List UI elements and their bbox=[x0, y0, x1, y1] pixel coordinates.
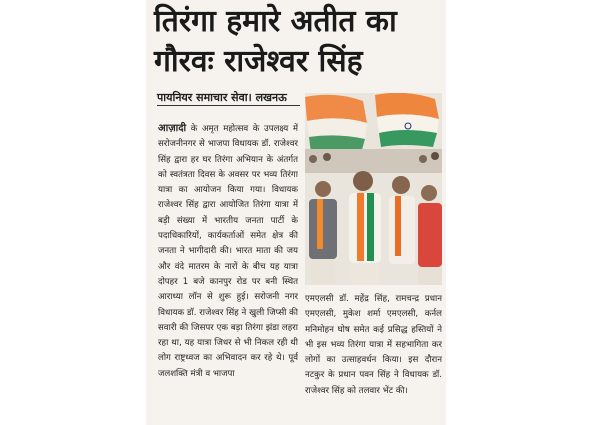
tricolour-flag-icon bbox=[305, 95, 367, 153]
article-column-left bbox=[158, 121, 298, 421]
byline: पायनियर समाचार सेवा। लखनऊ bbox=[157, 91, 287, 104]
rally-photo bbox=[305, 93, 442, 285]
rally-photo-illustration bbox=[305, 93, 442, 285]
lead-word: आज़ादी bbox=[158, 123, 187, 134]
headline-line-2: गौरवः राजेश्वर सिंह bbox=[154, 44, 363, 79]
byline-underline bbox=[157, 105, 300, 106]
headline-line-1: तिरंगा हमारे अतीत का bbox=[154, 4, 397, 39]
article-column-right: एमएलसी डॉ. महेंद्र सिंह, रामचन्द्र प्रधान एमएलसी, मुकेश शर्मा एमएलसी, कर्नल मनिमोहन घोष समेत कई प्रसिद्ध हस्तियों ने भी इस भव्य तिरंगा यात्रा में सहभागिता कर लोगों का उत्साहवर्धन किया। इस दौरान नटकुर के प्रधान पवन सिंह ने विधायक डॉ. राजेश्वर सिंह को तलवार भेंट की। bbox=[305, 294, 442, 396]
headline bbox=[154, 2, 444, 82]
left-column-text: के अमृत महोत्सव के उपलक्ष्य में सरोजनीनगर से भाजपा विधायक डॉ. राजेश्वर सिंह द्वारा हर घर तिरंगा अभियान के अंतर्गत को स्वतंत्रता दिवस के अवसर पर भव्य तिरंगा यात्रा का आयोजन किया गया। विधायक राजेश्वर सिंह द्वारा आयोजित तिरंगा यात्रा में बड़ी संख्या में भारतीय जनता पार्टी के पदाधिकारियों, कार्यकर्ताओं समेत क्षेत्र की जनता ने भागीदारी की। भारत माता की जय और वंदे मातरम के नारों के बीच यह यात्रा दोपहर 1 बजे कानपुर रोड पर बनी स्थित आराध्या लॉन से शुरू हुई। सरोजनी नगर विधायक डॉ. राजेश्वर सिंह ने खुली जिप्सी की सवारी की जिसपर एक बड़ा तिरंगा झंडा लहरा रहा था, यह यात्रा जिधर से भी निकल रही थी लोग राष्ट्रध्वज का अभिवादन कर रहे थे। पूर्व जलशक्ति मंत्री व भाजपा bbox=[158, 124, 298, 379]
